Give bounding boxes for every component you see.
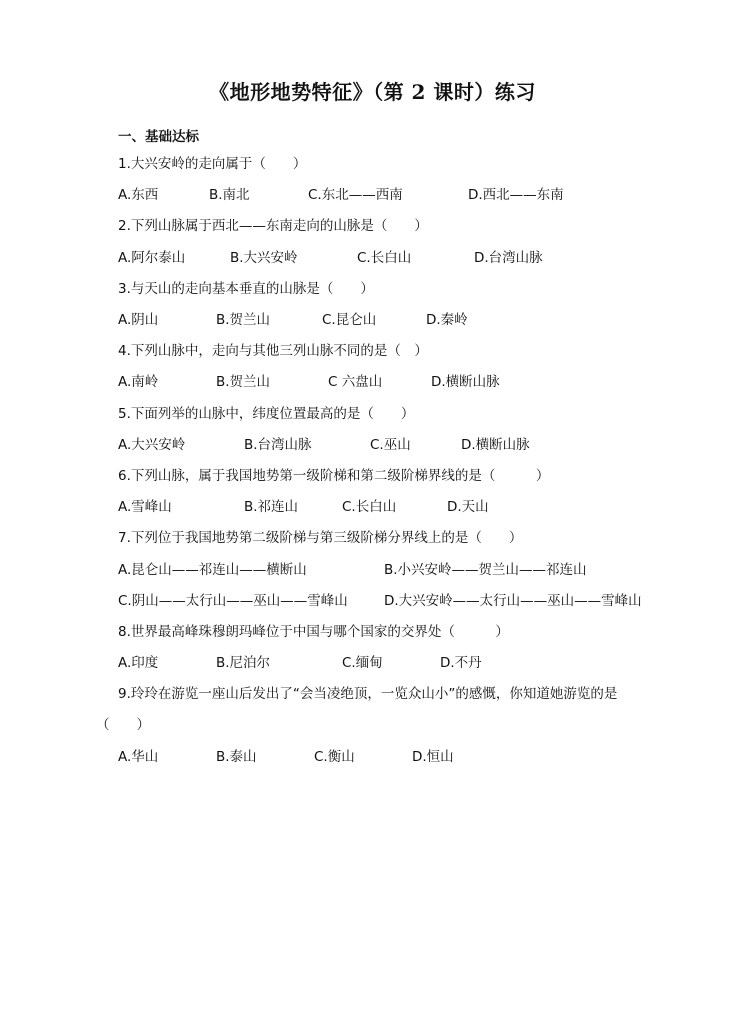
question-8-option-a: A.印度 xyxy=(118,655,159,671)
question-8-option-c: C.缅甸 xyxy=(342,655,383,671)
question-9-option-b: B.泰山 xyxy=(216,749,257,765)
question-6-option-a: A.雪峰山 xyxy=(118,499,172,515)
question-4-option-b: B.贺兰山 xyxy=(216,374,271,390)
question-2-option-c: C.长白山 xyxy=(357,250,412,266)
question-6-stem: 6.下列山脉，属于我国地势第一级阶梯和第二级阶梯界线的是（ ） xyxy=(118,468,550,484)
question-1-option-a: A.东西 xyxy=(118,187,159,203)
question-2-option-b: B.大兴安岭 xyxy=(230,250,298,266)
question-3-option-c: C.昆仑山 xyxy=(322,312,377,328)
question-3-option-d: D.秦岭 xyxy=(426,312,468,328)
question-5-stem: 5.下面列举的山脉中，纬度位置最高的是（ ） xyxy=(118,406,415,422)
question-4-option-c: C 六盘山 xyxy=(328,374,383,390)
question-1-option-b: B.南北 xyxy=(209,187,250,203)
question-3-option-b: B.贺兰山 xyxy=(216,312,271,328)
page-title: 《地形地势特征》（第 2 课时）练习 xyxy=(209,80,536,104)
question-5-option-c: C.巫山 xyxy=(370,437,411,453)
question-1-option-c: C.东北——西南 xyxy=(308,187,403,203)
question-9-option-a: A.华山 xyxy=(118,749,159,765)
question-8-option-d: D.不丹 xyxy=(440,655,482,671)
question-1-option-d: D.西北——东南 xyxy=(468,187,564,203)
question-4-stem: 4.下列山脉中，走向与其他三列山脉不同的是（ ） xyxy=(118,343,428,359)
question-8-option-b: B.尼泊尔 xyxy=(216,655,271,671)
question-4-option-d: D.横断山脉 xyxy=(431,374,500,390)
question-7-option-b: B.小兴安岭——贺兰山——祁连山 xyxy=(384,562,587,578)
question-7-option-a: A.昆仑山——祁连山——横断山 xyxy=(118,562,307,578)
question-5-option-d: D.横断山脉 xyxy=(461,437,530,453)
question-6-option-b: B.祁连山 xyxy=(244,499,299,515)
question-6-option-c: C.长白山 xyxy=(342,499,397,515)
question-6-option-d: D.天山 xyxy=(447,499,489,515)
question-9-stem-continued: （ ） xyxy=(96,717,150,733)
question-9-stem: 9.玲玲在游览一座山后发出了“会当凌绝顶，一览众山小”的感慨，你知道她游览的是 xyxy=(118,686,618,702)
question-7-stem: 7.下列位于我国地势第二级阶梯与第三级阶梯分界线上的是（ ） xyxy=(118,530,523,546)
question-7-option-c: C.阴山——太行山——巫山——雪峰山 xyxy=(118,593,348,609)
question-7-option-d: D.大兴安岭——太行山——巫山——雪峰山 xyxy=(384,593,642,609)
question-5-option-a: A.大兴安岭 xyxy=(118,437,186,453)
question-3-option-a: A.阴山 xyxy=(118,312,159,328)
question-4-option-a: A.南岭 xyxy=(118,374,159,390)
question-2-stem: 2.下列山脉属于西北——东南走向的山脉是（ ） xyxy=(118,218,428,234)
question-3-stem: 3.与天山的走向基本垂直的山脉是（ ） xyxy=(118,281,374,297)
question-9-option-d: D.恒山 xyxy=(412,749,454,765)
question-8-stem: 8.世界最高峰珠穆朗玛峰位于中国与哪个国家的交界处（ ） xyxy=(118,624,509,640)
question-1-stem: 1.大兴安岭的走向属于（ ） xyxy=(118,156,307,172)
question-2-option-d: D.台湾山脉 xyxy=(474,250,543,266)
question-2-option-a: A.阿尔泰山 xyxy=(118,250,186,266)
question-9-option-c: C.衡山 xyxy=(314,749,355,765)
question-5-option-b: B.台湾山脉 xyxy=(244,437,312,453)
section-heading: 一、基础达标 xyxy=(118,129,199,145)
